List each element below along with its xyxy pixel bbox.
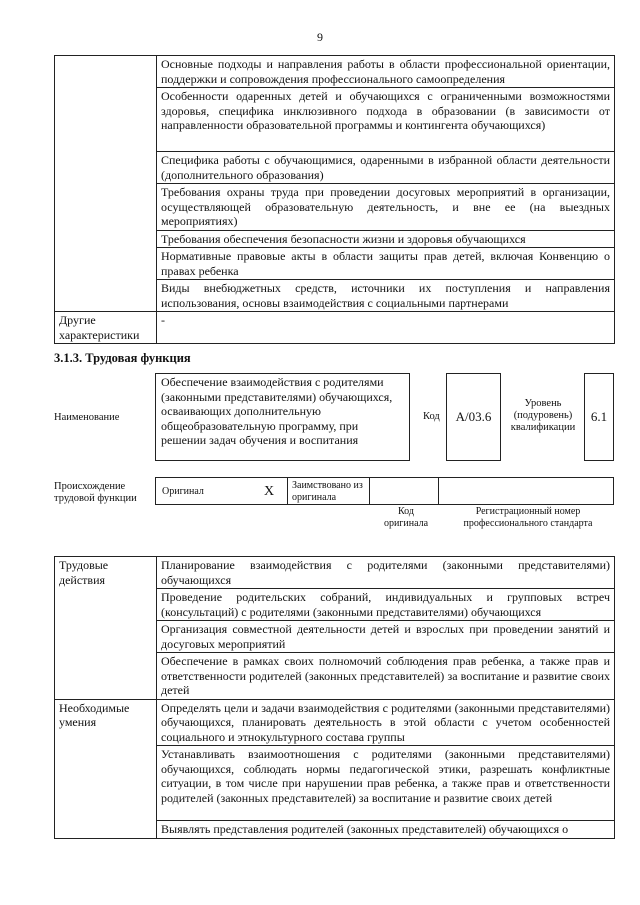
- level-value-box: 6.1: [584, 373, 614, 461]
- table-row: Нормативные правовые акты в области защиты прав детей, включая Конвенцию о правах ребенка: [157, 248, 615, 280]
- other-characteristics-value: -: [157, 312, 615, 344]
- borrowed-box: [287, 477, 370, 505]
- table-row: Определять цели и задачи взаимодействия с родителями (законными представителями) обучающихся, планировать деятельность в этой области с учетом особенностей социального и этнокультурного состава группы: [157, 699, 615, 746]
- code-original-caption: Код оригинала: [383, 506, 429, 529]
- other-characteristics-label: Другие характеристики: [55, 312, 157, 344]
- table-row: Устанавливать взаимоотношения с родителями (законными представителями) обучающихся, соблюдать нормы педагогической этики, разрешать конфликтные ситуации, в том числе при нарушении прав ребенка, а также прав и ответственности родителей (законных представителей) за воспитание и развитие своих детей: [157, 746, 615, 821]
- level-label: Уровень (подуровень) квалификации: [510, 398, 576, 433]
- code-original-box: [369, 477, 439, 505]
- original-mark: X: [264, 484, 275, 499]
- table-row: Виды внебюджетных средств, источники их поступления и направления использования, основы взаимодействия с социальными партнерами: [157, 280, 615, 312]
- table-row: Организация совместной деятельности детей и взрослых при проведении занятий и досуговых мероприятий: [157, 621, 615, 653]
- table-row: Выявлять представления родителей (законных представителей) обучающихся о: [157, 821, 615, 839]
- reg-number-box: [438, 477, 614, 505]
- code-value-box: A/03.6: [446, 373, 501, 461]
- borrowed-label: Заимствовано из оригинала: [292, 480, 363, 503]
- section-title: 3.1.3. Трудовая функция: [54, 351, 191, 365]
- name-label: Наименование: [54, 412, 120, 423]
- reg-number-caption: Регистрационный номер профессионального стандарта: [463, 506, 593, 529]
- function-name-box: Обеспечение взаимодействия с родителями (законными представителями) обучающихся, осваивающих дополнительную общеобразовательную программу, при решении задач обучения и воспитания: [155, 373, 410, 461]
- labor-actions-label: Трудовые действия: [55, 557, 157, 700]
- table-row: Планирование взаимодействия с родителями (законными представителями) обучающихся: [157, 557, 615, 589]
- labor-functions-table: [54, 556, 615, 839]
- empty-label-cell: [55, 56, 157, 312]
- table-row: Требования обеспечения безопасности жизни и здоровья обучающихся: [157, 230, 615, 248]
- table-row: Обеспечение в рамках своих полномочий соблюдения прав ребенка, а также прав и ответственности родителей (законных представителей) за воспитание и развитие своих детей: [157, 653, 615, 700]
- original-label: Оригинал: [162, 486, 204, 497]
- table-row: Основные подходы и направления работы в области профессиональной ориентации, поддержки и сопровождения профессионального самоопределения: [157, 56, 615, 88]
- code-label: Код: [423, 411, 440, 422]
- knowledge-table: [54, 55, 615, 344]
- required-skills-label: Необходимые умения: [55, 699, 157, 838]
- table-row: Проведение родительских собраний, индивидуальных и групповых встреч (консультаций) с родителями (законными представителями) обучающихся: [157, 589, 615, 621]
- table-row: Специфика работы с обучающимися, одаренными в избранной области деятельности (дополнительного образования): [157, 152, 615, 184]
- table-row: Особенности одаренных детей и обучающихся с ограниченными возможностями здоровья, специфика инклюзивного подхода в образовании (в зависимости от направленности образовательной программы и контингента обучающихся): [157, 88, 615, 152]
- original-box: [155, 477, 288, 505]
- page-number: 9: [317, 30, 323, 44]
- origin-label: Происхождение трудовой функции: [54, 481, 137, 504]
- table-row: Требования охраны труда при проведении досуговых мероприятий в организации, осуществляющей образовательную деятельность, и вне ее (на выездных мероприятиях): [157, 184, 615, 231]
